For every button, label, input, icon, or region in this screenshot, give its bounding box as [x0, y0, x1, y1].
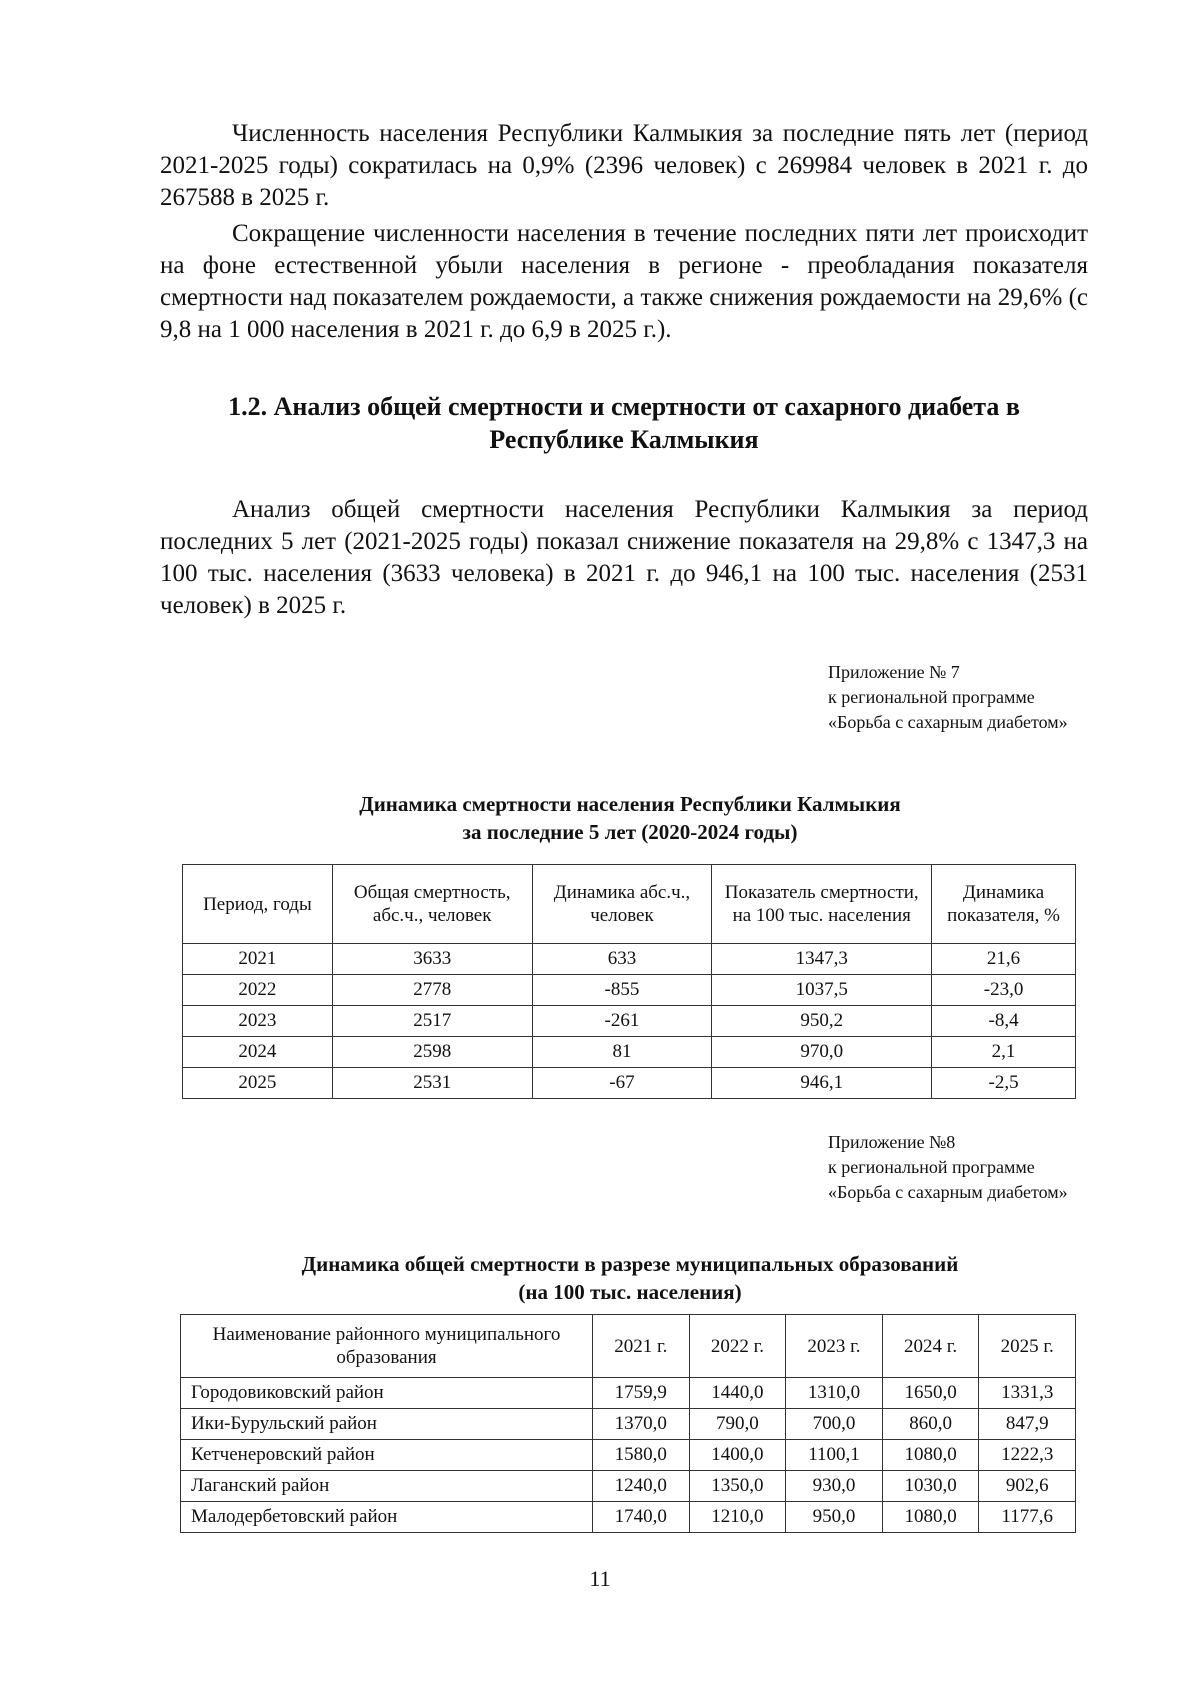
table2-caption	[180, 1250, 1080, 1306]
table-cell: 2024	[183, 1037, 333, 1068]
table-cell: 81	[532, 1037, 712, 1068]
table-cell: 950,0	[786, 1502, 883, 1533]
appendix-7-note	[828, 660, 1108, 735]
table-cell: 970,0	[712, 1037, 932, 1068]
table2-header-cell: 2025 г.	[979, 1315, 1076, 1378]
table-cell: 2025	[183, 1068, 333, 1099]
paragraph-population: Численность населения Республики Калмыкия за последние пять лет (период 2021-2025 годы) сократилась на 0,9% (2396 человек) с 269984 человек в 2021 г. до 267588 в 2025 г.	[160, 120, 1088, 211]
table-cell: 1440,0	[689, 1378, 786, 1409]
table-cell: 860,0	[882, 1409, 979, 1440]
table-cell: 950,2	[712, 1006, 932, 1037]
table-cell: 1310,0	[786, 1378, 883, 1409]
table-cell: 1759,9	[593, 1378, 690, 1409]
table-cell: 2022	[183, 975, 333, 1006]
table-cell: -855	[532, 975, 712, 1006]
table-row	[181, 1471, 1076, 1502]
table-cell: 1350,0	[689, 1471, 786, 1502]
appendix-7-line1: Приложение № 7	[828, 662, 960, 682]
table-cell: -23,0	[932, 975, 1076, 1006]
section-heading	[160, 390, 1088, 456]
section-heading-line2: Республике Калмыкия	[489, 425, 759, 454]
table-cell: 1580,0	[593, 1440, 690, 1471]
table-cell: 1030,0	[882, 1471, 979, 1502]
table-cell: 633	[532, 944, 712, 975]
table2-header-cell: Наименование районного муниципального образования	[181, 1315, 593, 1378]
table-cell: 1037,5	[712, 975, 932, 1006]
table1-caption-line1: Динамика смертности населения Республики Калмыкия	[359, 792, 901, 816]
table2-header-cell: 2024 г.	[882, 1315, 979, 1378]
table-cell: 946,1	[712, 1068, 932, 1099]
table-cell: -261	[532, 1006, 712, 1037]
table-cell: 2023	[183, 1006, 333, 1037]
municipal-mortality-table	[180, 1314, 1076, 1533]
table2-header-cell: 2021 г.	[593, 1315, 690, 1378]
table2-caption-line2: (на 100 тыс. населения)	[518, 1280, 742, 1304]
district-name-cell: Городовиковский район	[181, 1378, 593, 1409]
table-cell: 902,6	[979, 1471, 1076, 1502]
table-cell: 1347,3	[712, 944, 932, 975]
page-number: 11	[589, 1566, 611, 1591]
table-cell: 3633	[332, 944, 532, 975]
table-cell: 700,0	[786, 1409, 883, 1440]
table-cell: 1080,0	[882, 1502, 979, 1533]
mortality-dynamics-table	[182, 864, 1076, 1099]
table-cell: 1080,0	[882, 1440, 979, 1471]
table-cell: 847,9	[979, 1409, 1076, 1440]
appendix-8-note	[828, 1130, 1108, 1205]
table-cell: 2778	[332, 975, 532, 1006]
table-cell: 1370,0	[593, 1409, 690, 1440]
table-row	[183, 1006, 1076, 1037]
table-cell: 1331,3	[979, 1378, 1076, 1409]
table-row	[181, 1409, 1076, 1440]
table-row	[181, 1378, 1076, 1409]
table1-header-cell: Показатель смертности, на 100 тыс. населения	[712, 865, 932, 944]
table-row	[181, 1440, 1076, 1471]
table-cell: 930,0	[786, 1471, 883, 1502]
table2-header-row	[181, 1315, 1076, 1378]
table-cell: 1222,3	[979, 1440, 1076, 1471]
table-cell: 1400,0	[689, 1440, 786, 1471]
table1-header-cell: Динамика абс.ч., человек	[532, 865, 712, 944]
table-cell: 790,0	[689, 1409, 786, 1440]
paragraph-mortality-analysis: Анализ общей смертности населения Республики Калмыкия за период последних 5 лет (2021-2025 годы) показал снижение показателя на 29,8% с 1347,3 на 100 тыс. населения (3633 человека) в 2021 г. до 946,1 на 100 тыс. населения (2531 человек) в 2025 г.	[160, 496, 1088, 619]
table1-caption	[180, 790, 1080, 846]
table1-caption-line2: за последние 5 лет (2020-2024 годы)	[462, 820, 798, 844]
table-cell: 2,1	[932, 1037, 1076, 1068]
table-cell: 1177,6	[979, 1502, 1076, 1533]
appendix-8-line3: «Борьба с сахарным диабетом»	[828, 1182, 1068, 1202]
district-name-cell: Кетченеровский район	[181, 1440, 593, 1471]
table-cell: 1240,0	[593, 1471, 690, 1502]
table-cell: 1100,1	[786, 1440, 883, 1471]
appendix-8-line2: к региональной программе	[828, 1157, 1035, 1177]
table2-header-cell: 2022 г.	[689, 1315, 786, 1378]
table-cell: 2531	[332, 1068, 532, 1099]
table-cell: 21,6	[932, 944, 1076, 975]
district-name-cell: Малодербетовский район	[181, 1502, 593, 1533]
table2-caption-line1: Динамика общей смертности в разрезе муниципальных образований	[301, 1252, 959, 1276]
section-heading-line1: 1.2. Анализ общей смертности и смертности от сахарного диабета в	[228, 392, 1020, 421]
district-name-cell: Лаганский район	[181, 1471, 593, 1502]
appendix-7-line2: к региональной программе	[828, 687, 1035, 707]
table-cell: 1740,0	[593, 1502, 690, 1533]
table1-header-row	[183, 865, 1076, 944]
table-cell: -8,4	[932, 1006, 1076, 1037]
table-cell: -2,5	[932, 1068, 1076, 1099]
table-cell: 2598	[332, 1037, 532, 1068]
district-name-cell: Ики-Бурульский район	[181, 1409, 593, 1440]
table2-header-cell: 2023 г.	[786, 1315, 883, 1378]
table-row	[183, 1037, 1076, 1068]
table-cell: 1210,0	[689, 1502, 786, 1533]
appendix-8-line1: Приложение №8	[828, 1132, 956, 1152]
table-row	[183, 975, 1076, 1006]
table1-header-cell: Динамика показателя, %	[932, 865, 1076, 944]
paragraph-population-decline: Сокращение численности населения в течение последних пяти лет происходит на фоне естественной убыли населения в регионе - преобладания показателя смертности над показателем рождаемости, а также снижения рождаемости на 29,6% (с 9,8 на 1 000 населения в 2021 г. до 6,9 в 2025 г.).	[160, 220, 1088, 343]
table-cell: 2021	[183, 944, 333, 975]
table-cell: 2517	[332, 1006, 532, 1037]
table-cell: 1650,0	[882, 1378, 979, 1409]
table-cell: -67	[532, 1068, 712, 1099]
table-row	[183, 944, 1076, 975]
table1-header-cell: Период, годы	[183, 865, 333, 944]
table1-header-cell: Общая смертность, абс.ч., человек	[332, 865, 532, 944]
table-row	[181, 1502, 1076, 1533]
table-row	[183, 1068, 1076, 1099]
appendix-7-line3: «Борьба с сахарным диабетом»	[828, 712, 1068, 732]
